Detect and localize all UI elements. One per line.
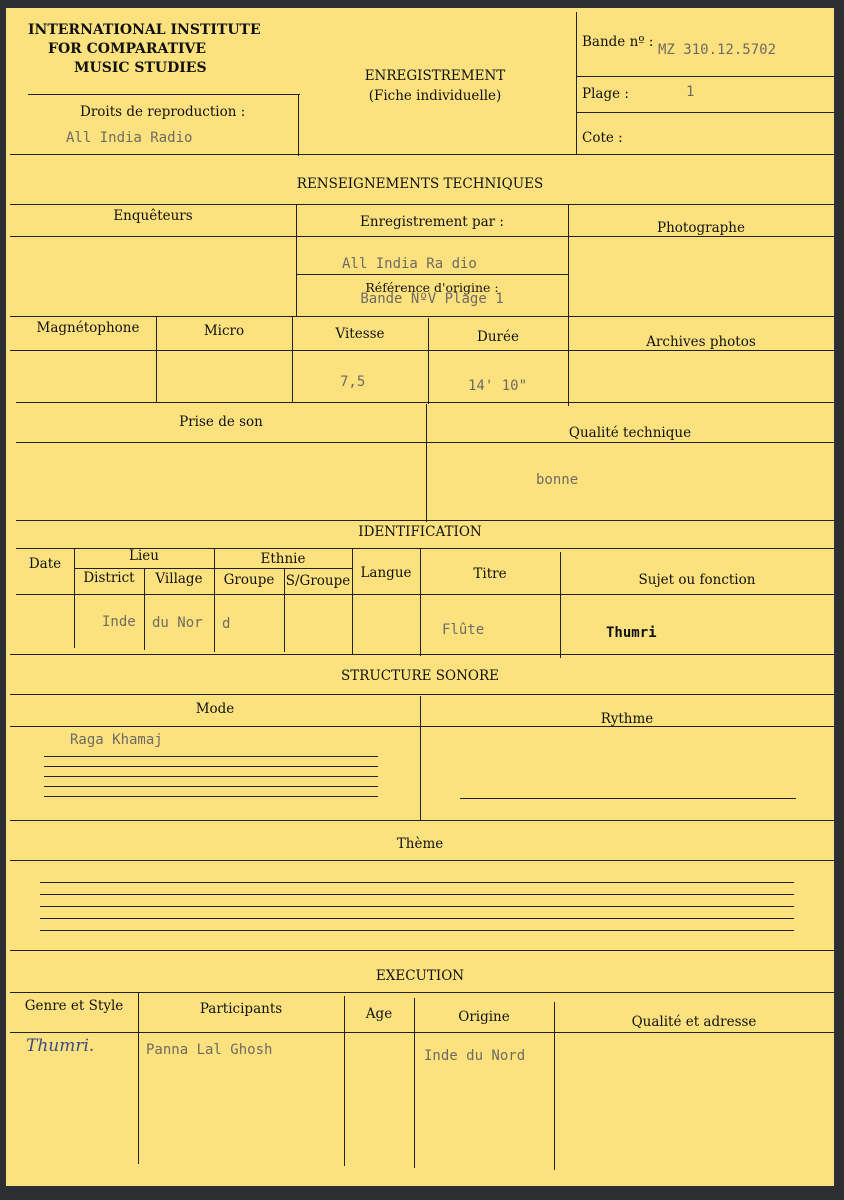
origine-label: Origine [458,1009,510,1025]
line [156,316,157,402]
duree-value: 14' 10" [468,378,528,394]
plage-value: 1 [686,84,695,100]
participants-value: Panna Lal Ghosh [146,1042,273,1058]
institute-line-1: INTERNATIONAL INSTITUTE [28,22,261,38]
titre-value: Flûte [442,622,485,638]
micro-label: Micro [203,323,245,339]
magnetophone-label: Magnétophone [36,320,140,336]
line [10,992,834,993]
sujet-label: Sujet ou fonction [638,572,756,588]
line [344,996,345,1166]
qualite-adresse-label: Qualité et adresse [631,1014,757,1030]
vitesse-label: Vitesse [335,326,385,342]
line [576,76,834,77]
prise-label: Prise de son [179,414,263,430]
cote-label: Cote : [582,130,623,146]
bande-value: MZ 310.12.5702 [658,42,777,58]
duree-label: Durée [477,329,519,345]
age-label: Age [365,1006,393,1022]
mode-label: Mode [195,701,235,717]
line [460,798,796,799]
groupe-value: d [222,616,231,632]
line [10,860,834,861]
line [296,274,568,275]
droits-value: All India Radio [66,130,193,146]
district-label: District [83,570,135,586]
line [10,1032,834,1033]
qualite-value: bonne [536,472,579,488]
line [16,402,834,403]
genre-label: Genre et Style [24,998,124,1014]
line [420,548,421,656]
line [138,992,139,1164]
groupe-label: Groupe [223,572,275,588]
line [10,204,834,205]
vitesse-value: 7,5 [340,374,366,390]
line [560,552,561,658]
village-label: Village [155,571,203,587]
line [144,568,145,650]
photographe-label: Photographe [657,220,745,236]
institute-line-2: FOR COMPARATIVE [48,41,207,57]
line [10,820,834,821]
district-value: Inde [102,614,136,630]
line [414,998,415,1168]
line [554,1002,555,1170]
line [10,350,834,351]
line [284,568,285,652]
form-title: ENREGISTREMENT [364,68,506,84]
reference-label: Référence d'origine : [365,280,499,295]
enregistrement-value: All India Ra dio [342,256,477,272]
section-ident: IDENTIFICATION [358,524,482,540]
line [40,906,794,907]
langue-label: Langue [360,565,412,581]
line [40,930,794,931]
line [10,726,834,727]
village-value: du Nor [152,615,203,631]
ethnie-label: Ethnie [260,551,306,567]
titre-label: Titre [473,566,507,582]
bande-label: Bande nº : [582,34,654,50]
line [298,94,299,156]
line [428,318,429,404]
rythme-label: Rythme [600,711,654,727]
archives-label: Archives photos [646,334,756,350]
section-execution: EXECUTION [375,968,465,984]
line [568,320,569,406]
line [44,766,378,767]
line [426,404,427,522]
line [10,236,834,237]
enregistrement-label: Enregistrement par : [360,214,504,230]
section-structure: STRUCTURE SONORE [340,668,500,684]
section-tech: RENSEIGNEMENTS TECHNIQUES [296,176,544,192]
line [352,548,353,654]
line [420,696,421,820]
line [10,950,834,951]
line [10,154,834,155]
archive-record-card [6,8,834,1186]
reference-value: Bande NºV Plage 1 [360,291,504,307]
line [16,520,834,521]
sgroupe-label: S/Groupe [285,573,351,589]
line [44,796,378,797]
line [28,94,300,95]
line [16,594,834,595]
line [16,442,834,443]
line [568,204,569,320]
line [44,776,378,777]
line [74,568,352,569]
origine-value: Inde du Nord [424,1048,526,1064]
genre-value-handwritten: Thumri. [26,1036,95,1056]
form-subtitle: (Fiche individuelle) [368,88,502,104]
droits-label: Droits de reproduction : [80,104,246,120]
line [40,894,794,895]
header-divider [576,12,577,154]
line [44,756,378,757]
line [10,694,834,695]
line [10,316,834,317]
qualite-label: Qualité technique [568,425,692,441]
lieu-label: Lieu [129,548,159,564]
mode-value: Raga Khamaj [70,732,163,748]
sujet-value: Thumri [606,625,657,641]
date-label: Date [28,556,62,572]
line [40,918,794,919]
line [214,548,215,652]
line [44,786,378,787]
line [10,654,834,655]
plage-label: Plage : [582,86,629,102]
line [576,112,834,113]
institute-line-3: MUSIC STUDIES [74,60,207,76]
theme-label: Thème [396,836,444,852]
line [40,882,794,883]
enqueteurs-label: Enquêteurs [113,208,193,224]
participants-label: Participants [199,1001,283,1017]
line [74,548,75,648]
line [292,316,293,402]
